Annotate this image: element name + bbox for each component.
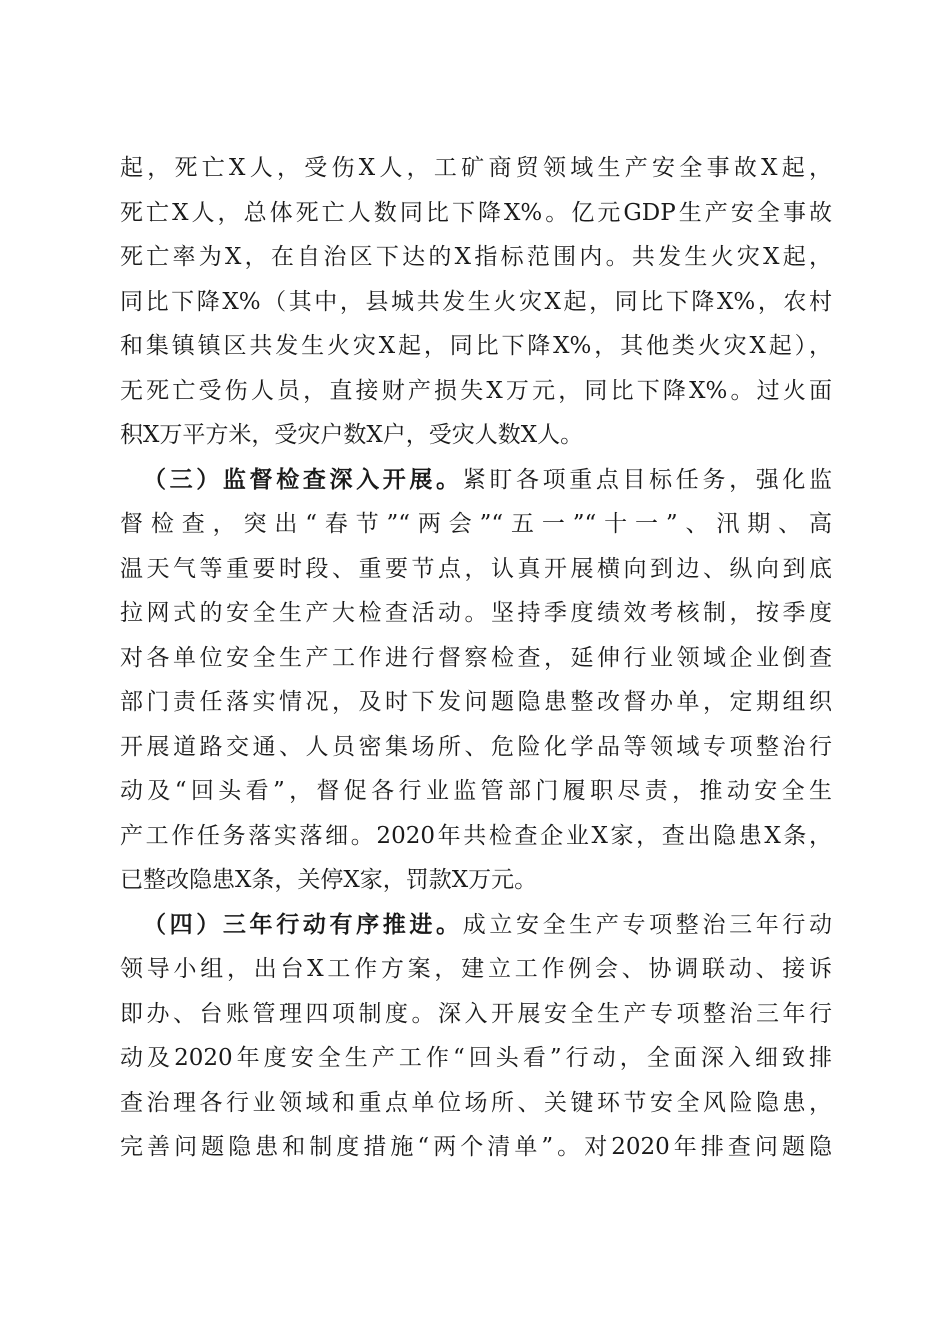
paragraph-line: 对各单位安全生产工作进行督察检查，延伸行业领域企业倒查 xyxy=(120,644,832,671)
paragraph-line: 完善问题隐患和制度措施“两个清单”。对2020年排查问题隐 xyxy=(120,1134,832,1160)
paragraph-line: 同比下降X%（其中，县城共发生火灾X起，同比下降X%，农村 xyxy=(120,288,832,315)
paragraph-line: 开展道路交通、人员密集场所、危险化学品等领域专项整治行 xyxy=(120,733,832,760)
paragraph-line: 动及2020年度安全生产工作“回头看”行动，全面深入细致排 xyxy=(120,1045,832,1071)
paragraph-line: 无死亡受伤人员，直接财产损失X万元，同比下降X%。过火面 xyxy=(120,377,832,404)
section-4-first-line-text: 成立安全生产专项整治三年行动 xyxy=(462,911,833,938)
paragraph-line: 和集镇镇区共发生火灾X起，同比下降X%，其他类火灾X起）， xyxy=(120,333,832,359)
paragraph-line: 领导小组，出台X工作方案，建立工作例会、协调联动、接诉 xyxy=(120,956,832,982)
paragraph-line: 死亡X人，总体死亡人数同比下降X%。亿元GDP生产安全事故 xyxy=(120,199,832,226)
paragraph-line: 产工作任务落实落细。2020年共检查企业X家，查出隐患X条， xyxy=(120,822,832,849)
paragraph-line: 积X万平方米，受灾户数X户，受灾人数X人。 xyxy=(120,422,584,448)
paragraph-line: 已整改隐患X条，关停X家，罚款X万元。 xyxy=(120,867,538,893)
paragraph-line: 动及“回头看”，督促各行业监管部门履职尽责，推动安全生 xyxy=(120,778,832,804)
section-4-first-line xyxy=(120,903,832,948)
paragraph-line: 死亡率为X，在自治区下达的X指标范围内。共发生火灾X起， xyxy=(120,244,832,270)
section-4-heading: （四）三年行动有序推进。 xyxy=(143,910,463,938)
paragraph-line: 起，死亡X人，受伤X人，工矿商贸领域生产安全事故X起， xyxy=(120,155,832,181)
section-3-heading: （三）监督检查深入开展。 xyxy=(143,465,463,493)
paragraph-line: 温天气等重要时段、重要节点，认真开展横向到边、纵向到底 xyxy=(120,555,832,582)
paragraph-line: 督检查，突出“春节”“两会”“五一”“十一”、汛期、高 xyxy=(120,511,832,537)
paragraph-line: 查治理各行业领域和重点单位场所、关键环节安全风险隐患， xyxy=(120,1089,832,1116)
paragraph-line: 部门责任落实情况，及时下发问题隐患整改督办单，定期组织 xyxy=(120,689,832,715)
paragraph-line: 即办、台账管理四项制度。深入开展安全生产专项整治三年行 xyxy=(120,1000,832,1027)
paragraph-line: 拉网式的安全生产大检查活动。坚持季度绩效考核制，按季度 xyxy=(120,600,832,626)
section-3-first-line xyxy=(120,458,832,503)
section-3-first-line-text: 紧盯各项重点目标任务，强化监 xyxy=(462,466,833,493)
document-body xyxy=(120,146,832,1170)
